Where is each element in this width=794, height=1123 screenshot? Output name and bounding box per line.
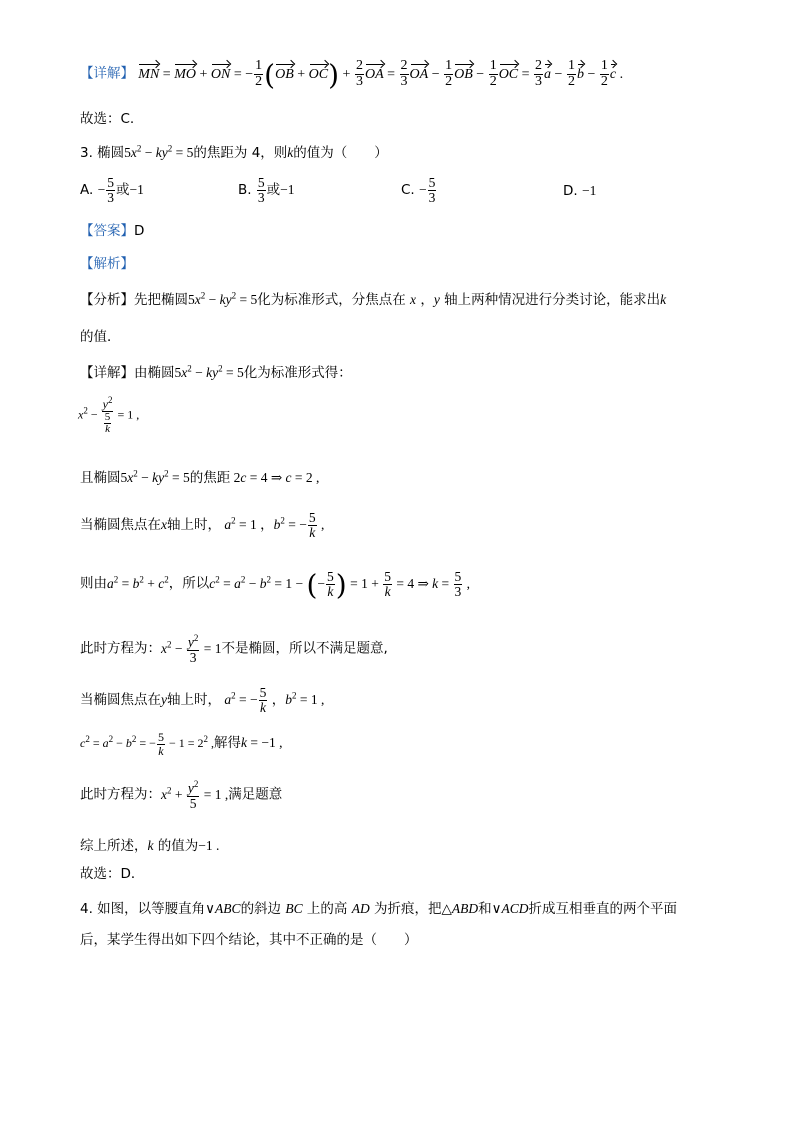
case2-equation: 此时方程为：$x^2$ + $\frac{y^2}{5}$ = 1 ,满足题意 bbox=[80, 779, 283, 811]
analysis-tag: 【解析】 bbox=[80, 256, 134, 272]
fenxi-line: 【分析】先把椭圆$5x^2 - ky^2 = 5$化为标准形式，分焦点在 x ，y 轴上两种情况进行分类讨论，能求出k bbox=[80, 290, 667, 308]
q3-conclusion: 故选：D． bbox=[80, 866, 145, 882]
detail-tag: 【详解】 bbox=[80, 65, 134, 82]
q4-stem-line2: 后，某学生得出如下四个结论，其中不正确的是（ ） bbox=[80, 932, 418, 948]
answer-line: 【答案】D bbox=[80, 223, 145, 239]
q3-stem: 3. 椭圆$5x^2 - ky^2 = 5$的焦距为 4，则k的值为（ ） bbox=[80, 143, 388, 161]
case1-calc: 则由$a^2 = b^2 + c^2$，所以$c^2 = a^2 - b^2 = 1$ − (− $\frac{5}{k}$ ) = 1 + $\frac{5}{k}$ = 4 ⇒ k = $\frac{5}{3}$ , bbox=[80, 568, 471, 601]
fenxi-line-end: 的值． bbox=[80, 329, 121, 345]
case1-line: 当椭圆焦点在x轴上时， $a^2 = 1$ ，$b^2$ = − $\frac{5}{k}$ , bbox=[80, 510, 325, 541]
q4-stem-line1: 4. 如图，以等腰直角∨ABC的斜边 BC 上的高 AD 为折痕，把△ABD和∨ACD折成互相垂直的两个平面 bbox=[80, 901, 678, 917]
option-b: B. $\frac{5}{3}$ 或−1 bbox=[238, 175, 295, 206]
option-d: D. −1 bbox=[563, 183, 597, 199]
case2-calc: $c^2 = a^2 - b^2$ = − $\frac{5}{k}$ − $1 = 2^2$ ,解得k = −1 , bbox=[80, 730, 283, 758]
case2-line: 当椭圆焦点在y轴上时， $a^2$ = − $\frac{5}{k}$ ，$b^2 = 1$ , bbox=[80, 685, 325, 716]
option-c: C. − $\frac{5}{3}$ bbox=[401, 175, 436, 206]
standard-form: $x^2$ − $\frac{y^2}{\frac{5}{k}}$ = 1 , bbox=[78, 395, 140, 436]
option-a: A. − $\frac{5}{3}$ 或−1 bbox=[80, 175, 144, 206]
case1-equation: 此时方程为：$x^2$ − $\frac{y^2}{3}$ = 1不是椭圆，所以不满足题意, bbox=[80, 633, 388, 665]
vector-expression: MN = MO + ON = − $\frac{1}{2}$ (OB + OC) + $\frac{2}{3}$ OA = $\frac{2}{3}$ OA − $\frac{1}{2}$ OB − $\frac{1}{2}$ OC = $\frac{2}{3}$ a − $\frac{1}{2}$ b − $\frac{1}{2}$ c . bbox=[138, 58, 624, 91]
ellipse-equation: $5x^2 - ky^2 = 5$ bbox=[124, 143, 194, 160]
focal-line: 且椭圆$5x^2 - ky^2 = 5$的焦距 2c = 4 ⇒ c = 2 , bbox=[80, 468, 320, 486]
xiangjie-line: 【详解】由椭圆$5x^2 - ky^2 = 5$化为标准形式得： bbox=[80, 363, 352, 381]
prev-detail-line bbox=[80, 58, 794, 91]
answer-value: D bbox=[134, 223, 145, 239]
prev-conclusion: 故选：C. bbox=[80, 111, 135, 127]
summary-line: 综上所述，k 的值为−1 . bbox=[80, 838, 220, 854]
